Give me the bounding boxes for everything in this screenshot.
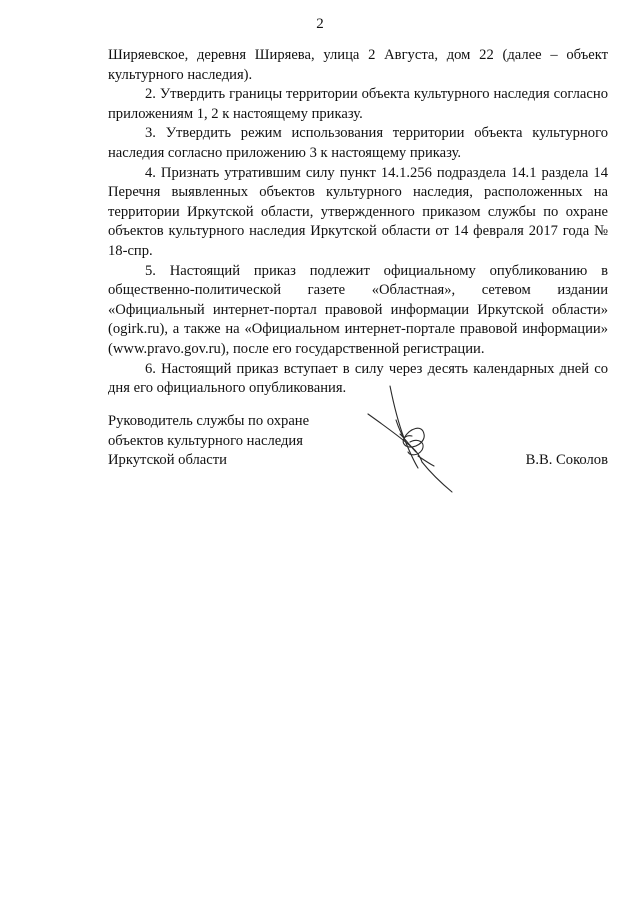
signatory-title-line: объектов культурного наследия	[108, 432, 303, 449]
paragraph-continuation: Ширяевское, деревня Ширяева, улица 2 Августа, дом 22 (далее – объект культурного наследия).	[108, 47, 608, 83]
document-body	[108, 46, 608, 399]
paragraph-item-5: 5. Настоящий приказ подлежит официальному опубликованию в общественно-политической газете «Областная», сетевом издании «Официальный интернет-портал правовой информации Иркутской области» (ogirk.ru), а также на «Официальном интернет-портале правовой информации» (www.pravo.gov.ru), после его государственной регистрации.	[108, 262, 608, 357]
signatory-title	[108, 412, 309, 471]
paragraph-item-6: 6. Настоящий приказ вступает в силу через десять календарных дней со дня его официального опубликования.	[108, 360, 608, 397]
paragraph-item-2: 2. Утвердить границы территории объекта культурного наследия согласно приложениям 1, 2 к настоящему приказу.	[108, 86, 608, 122]
paragraph-item-4: 4. Признать утратившим силу пункт 14.1.256 подраздела 14.1 раздела 14 Перечня выявленных объектов культурного наследия, расположенных на территории Иркутской области, утвержденного приказом службы по охране объектов культурного наследия Иркутской области от 14 февраля 2017 года № 18-спр.	[108, 164, 608, 259]
paragraph-item-3: 3. Утвердить режим использования территории объекта культурного наследия согласно приложению 3 к настоящему приказу.	[108, 125, 608, 161]
signatory-title-line: Руководитель службы по охране	[108, 413, 310, 429]
signatory-title-line: Иркутской области	[108, 452, 227, 469]
handwritten-signature	[360, 380, 470, 500]
page-number: 2	[316, 16, 324, 32]
signer-name: В.В. Соколов	[525, 452, 608, 468]
